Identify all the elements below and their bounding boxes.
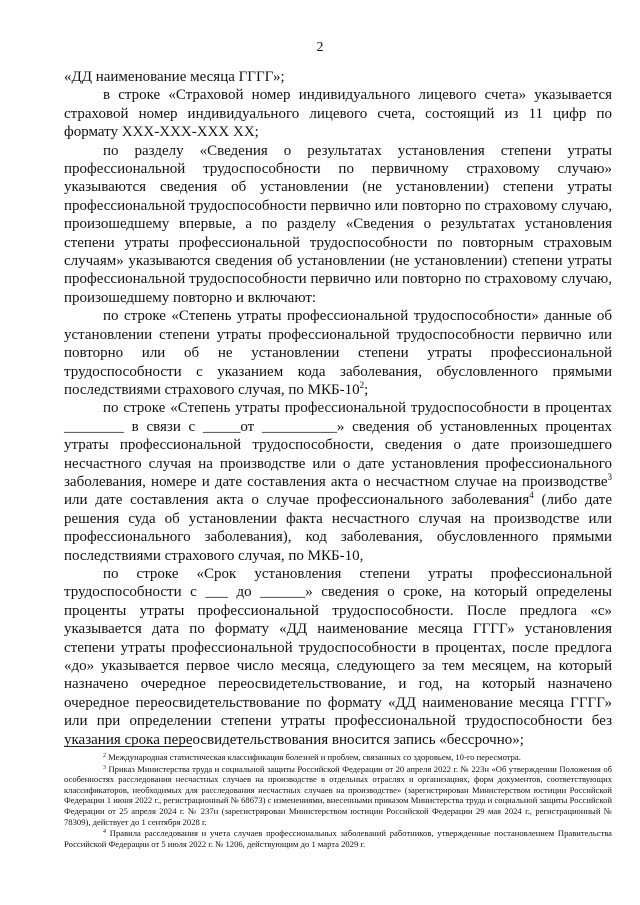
footnote-number: 2 — [103, 753, 106, 759]
paragraph-text: по строке «Степень утраты профессиональной трудоспособности в процентах ________ в связи с _____от __________» сведения об установленных процентах утраты профессиональной трудоспособности, сведения о дате произошедшего несчастного случая на производстве или о дате установления профессионального заболевания, номере и дате составления акта о несчастном случае на производстве — [64, 400, 612, 490]
paragraph — [64, 86, 612, 141]
footnote-number: 3 — [103, 764, 106, 771]
paragraph-text: по разделу «Сведения о результатах установления степени утраты профессиональной трудоспособности по первичному страховому случаю» указываются сведения об установлении (не установлении) степени утраты профессиональной трудоспособности первично или повторно по страховому случаю, произошедшему впервые, а по разделу «Сведения о результатах установления степени утраты профессиональной трудоспособности по повторным страховым случаям» указываются сведения об установлении (не установлении) степени утраты профессиональной трудоспособности первично или повторно по страховому случаю, произошедшему повторно и включают: — [64, 142, 612, 306]
document-body — [64, 68, 612, 749]
page-number: 2 — [316, 40, 324, 55]
footnote — [64, 828, 612, 849]
paragraph — [64, 399, 612, 565]
paragraph-text-tail: ; — [364, 381, 369, 398]
paragraph-text: по строке «Срок установления степени утраты профессиональной трудоспособности с ___ до ______» сведения о сроке, на который определены проценты утраты профессиональной трудоспособности. После предлога «с» указывается дата по формату «ДД наименование месяца ГГГГ» установления степени утраты профессиональной трудоспособности в процентах, после предлога «до» указывается первое число месяца, следующего за тем месяцем, на который назначено очередное переосвидетельствование, и год, на который назначено очередное переосвидетельствование по формату «ДД наименование месяца ГГГГ» или при определении степени утраты профессиональной трудоспособности без указания срока переосвидетельствования вносится запись «бессрочно»; — [64, 565, 612, 748]
paragraph — [64, 565, 612, 749]
footnote-ref: 3 — [607, 471, 612, 482]
footnote-text: Приказ Министерства труда и социальной защиты Российской Федерации от 20 апреля 2022 г. № 223н «Об утверждении Положения об особенностях расследования несчастных случаев на производстве в отдельных отраслях и организациях, форм документов, соответствующих классификаторов, необходимых для расследования несчастных случаев на производстве» (зарегистрирован Министерством юстиции Российской Федерации 1 июня 2022 г., регистрационный № 68673) с изменениями, внесенными приказом Министерства труда и социальной защиты Российской Федерации от 25 апреля 2024 г. № 237н (зарегистрирован Министерством юстиции Российской Федерации 29 мая 2024 г., регистрационный № 78309), действует до 1 сентября 2028 г. — [64, 763, 612, 827]
paragraph — [64, 307, 612, 399]
footnote-separator — [64, 746, 192, 747]
footnote-number: 4 — [103, 829, 106, 836]
paragraph-text-tail: (либо дате решения суда об установлении факта несчастного случая на производстве или профессионального заболевания), код заболевания, обусловленного прямыми последствиями страхового случая, по МКБ-10, — [64, 492, 612, 564]
paragraph-text: в строке «Страховой номер индивидуального лицевого счета» указывается страховой номер индивидуального лицевого счета, состоящий из 11 цифр по формату ХХХ-ХХХ-ХХХ ХХ; — [64, 87, 612, 141]
paragraph-text-tail: или дате составления акта о случае профессионального заболевания — [64, 492, 530, 509]
footnote-text: Правила расследования и учета случаев профессиональных заболеваний работников, утвержденные постановлением Правительства Российской Федерации от 5 июля 2022 г. № 1206, действующим до 1 марта 2029 г. — [64, 828, 612, 849]
footnote — [64, 764, 612, 828]
footnote — [64, 752, 612, 763]
footnote-ref: 2 — [359, 379, 365, 390]
paragraph — [64, 142, 612, 308]
footnote-text: Международная статистическая классификация болезней и проблем, связанных со здоровьем, 10-го пересмотра. — [106, 752, 521, 762]
paragraph — [64, 68, 612, 86]
footnote-ref: 4 — [529, 490, 534, 501]
paragraph-text: «ДД наименование месяца ГГГГ»; — [64, 69, 285, 85]
paragraph-text: по строке «Степень утраты профессиональной трудоспособности» данные об установлении степени утраты профессиональной трудоспособности первично или повторно или об не установлении степени утраты профессиональной трудоспособности с указанием кода заболевания, обусловленного прямыми последствиями страхового случая, по МКБ-10 — [64, 308, 612, 398]
footnotes — [64, 752, 612, 850]
